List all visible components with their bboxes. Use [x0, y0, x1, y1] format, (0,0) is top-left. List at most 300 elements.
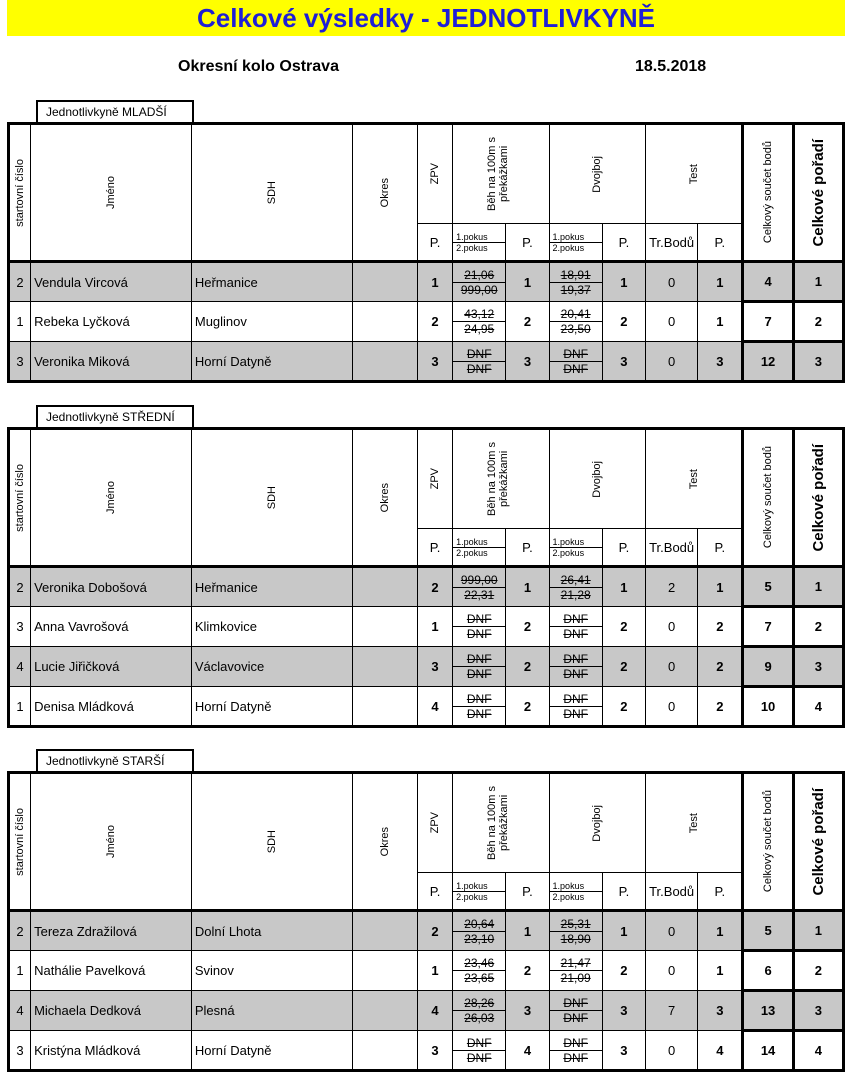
- run-points: 3: [506, 342, 549, 382]
- table-row: [9, 567, 844, 607]
- test-points: 2: [698, 647, 743, 687]
- run-points: 2: [506, 302, 549, 342]
- header-dvojboj-text: Dvojboj: [591, 804, 604, 842]
- header-trbodu: Tr.Bodů: [646, 224, 698, 262]
- header-start: [9, 773, 31, 911]
- dvojboj-times-2: 18,90: [560, 931, 591, 946]
- total-sum: 7: [743, 607, 793, 647]
- date-label: 18.5.2018: [635, 58, 707, 75]
- start-number: 1: [9, 687, 31, 727]
- dvojboj-times-1: DNF: [550, 652, 602, 667]
- title-bar: [7, 0, 845, 36]
- header-run: [453, 773, 549, 873]
- header-start-text: startovní číslo: [14, 807, 27, 876]
- header-test-p: P.: [698, 529, 743, 567]
- start-number: 4: [9, 647, 31, 687]
- header-run-text: Běh na 100m s překážkami: [485, 137, 510, 211]
- total-sum: 7: [743, 302, 793, 342]
- total-rank: 3: [793, 342, 843, 382]
- dvojboj-times-1: 26,41: [550, 573, 602, 588]
- run-times: [453, 302, 506, 342]
- okres-value: [352, 342, 417, 382]
- header-zpv-p: P.: [417, 529, 452, 567]
- total-sum: 12: [743, 342, 793, 382]
- table-row: [9, 687, 844, 727]
- run-times: [453, 567, 506, 607]
- pokus2-label: 2.pokus: [456, 891, 488, 902]
- sdh-name: Horní Datyně: [191, 1031, 352, 1071]
- header-run-text: Běh na 100m s překážkami: [485, 442, 510, 516]
- dvojboj-times: [549, 262, 602, 302]
- header-zpv-p: P.: [417, 873, 452, 911]
- total-rank: 3: [793, 647, 843, 687]
- header-sdh-text: SDH: [265, 180, 278, 205]
- pokus2-label: 2.pokus: [456, 242, 488, 253]
- test-points: 4: [698, 1031, 743, 1071]
- header-zpv-p: P.: [417, 224, 452, 262]
- header-test-p: P.: [698, 873, 743, 911]
- total-rank: 1: [793, 911, 843, 951]
- competitor-name: Nathálie Pavelková: [31, 951, 192, 991]
- header-trbodu: Tr.Bodů: [646, 873, 698, 911]
- okres-value: [352, 647, 417, 687]
- run-points: 2: [506, 687, 549, 727]
- header-dvojboj-text: Dvojboj: [591, 155, 604, 193]
- sdh-name: Dolní Lhota: [191, 911, 352, 951]
- header-okres: [352, 429, 417, 567]
- okres-value: [352, 567, 417, 607]
- dvojboj-times-2: DNF: [563, 667, 588, 681]
- total-sum: 10: [743, 687, 793, 727]
- dvojboj-times: [549, 991, 602, 1031]
- results-table: [7, 427, 845, 728]
- sdh-name: Horní Datyně: [191, 687, 352, 727]
- test-score: 7: [646, 991, 698, 1031]
- total-sum: 5: [743, 911, 793, 951]
- table-row: [9, 607, 844, 647]
- total-sum: 14: [743, 1031, 793, 1071]
- header-name-text: Jméno: [104, 175, 117, 210]
- zpv-value: 3: [417, 647, 452, 687]
- header-okres-text: Okres: [378, 482, 391, 513]
- header-name: [31, 429, 192, 567]
- run-times: [453, 1031, 506, 1071]
- header-okres: [352, 773, 417, 911]
- header-rank-text: Celkové pořadí: [809, 787, 827, 896]
- zpv-value: 2: [417, 911, 452, 951]
- run-times-2: DNF: [466, 361, 492, 376]
- test-points: 1: [698, 302, 743, 342]
- table-row: [9, 991, 844, 1031]
- test-score: 0: [646, 911, 698, 951]
- run-points: 1: [506, 567, 549, 607]
- run-times-1: 21,06: [453, 268, 505, 283]
- header-dvojboj: [549, 124, 645, 224]
- pokus1-label: 1.pokus: [550, 537, 602, 548]
- category-label: Jednotlivkyně MLADŠÍ: [36, 100, 194, 122]
- total-sum: 5: [743, 567, 793, 607]
- run-points: 3: [506, 991, 549, 1031]
- sdh-name: Muglinov: [191, 302, 352, 342]
- run-times-2: 23,10: [464, 931, 495, 946]
- sdh-name: Václavovice: [191, 647, 352, 687]
- header-sum-text: Celkový součet bodů: [762, 790, 775, 893]
- start-number: 1: [9, 951, 31, 991]
- header-zpv-text: ZPV: [429, 468, 442, 490]
- start-number: 2: [9, 567, 31, 607]
- zpv-value: 1: [417, 951, 452, 991]
- header-start: [9, 429, 31, 567]
- run-times-2: DNF: [466, 1050, 492, 1065]
- run-times-2: 24,95: [464, 322, 495, 336]
- dvojboj-times-2: DNF: [563, 627, 588, 641]
- run-times-1: DNF: [453, 612, 505, 627]
- dvojboj-points: 1: [602, 262, 645, 302]
- run-times: [453, 647, 506, 687]
- header-test: [646, 429, 743, 529]
- pokus2-label: 2.pokus: [456, 547, 488, 558]
- total-sum: 4: [743, 262, 793, 302]
- run-times-1: 999,00: [453, 573, 505, 588]
- header-zpv-text: ZPV: [429, 812, 442, 834]
- header-dv-pokus: [549, 224, 602, 262]
- header-run: [453, 124, 549, 224]
- competitor-name: Michaela Dedková: [31, 991, 192, 1031]
- header-test-text: Test: [687, 163, 700, 185]
- competitor-name: Rebeka Lyčková: [31, 302, 192, 342]
- header-sdh: [191, 124, 352, 262]
- test-points: 1: [698, 567, 743, 607]
- pokus1-label: 1.pokus: [453, 881, 505, 892]
- test-points: 3: [698, 991, 743, 1031]
- run-times-1: 20,64: [453, 917, 505, 932]
- okres-value: [352, 1031, 417, 1071]
- header-run: [453, 429, 549, 529]
- header-sum: [743, 124, 793, 262]
- competitor-name: Tereza Zdražilová: [31, 911, 192, 951]
- header-name: [31, 124, 192, 262]
- run-times: [453, 911, 506, 951]
- header-zpv-text: ZPV: [429, 163, 442, 185]
- header-name-text: Jméno: [104, 480, 117, 515]
- competitor-name: Anna Vavrošová: [31, 607, 192, 647]
- dvojboj-points: 1: [602, 911, 645, 951]
- total-rank: 3: [793, 991, 843, 1031]
- run-points: 1: [506, 911, 549, 951]
- pokus1-label: 1.pokus: [453, 537, 505, 548]
- dvojboj-points: 2: [602, 647, 645, 687]
- run-times-2: DNF: [466, 706, 492, 721]
- dvojboj-points: 2: [602, 687, 645, 727]
- start-number: 3: [9, 607, 31, 647]
- start-number: 4: [9, 991, 31, 1031]
- zpv-value: 1: [417, 607, 452, 647]
- start-number: 2: [9, 911, 31, 951]
- run-times-1: 43,12: [453, 307, 505, 322]
- start-number: 2: [9, 262, 31, 302]
- dvojboj-points: 3: [602, 1031, 645, 1071]
- test-points: 1: [698, 911, 743, 951]
- run-times: [453, 262, 506, 302]
- dvojboj-times-2: DNF: [563, 1050, 588, 1065]
- okres-value: [352, 991, 417, 1031]
- header-okres-text: Okres: [378, 826, 391, 857]
- competitor-name: Denisa Mládková: [31, 687, 192, 727]
- header-dv-pokus: [549, 529, 602, 567]
- test-score: 2: [646, 567, 698, 607]
- category-label: Jednotlivkyně STŘEDNÍ: [36, 405, 194, 427]
- header-dv-p: P.: [602, 873, 645, 911]
- header-sum: [743, 773, 793, 911]
- zpv-value: 2: [417, 302, 452, 342]
- header-rank-text: Celkové pořadí: [809, 443, 827, 552]
- run-times-2: DNF: [466, 627, 492, 641]
- run-times-1: 23,46: [453, 956, 505, 971]
- run-times-2: 23,65: [464, 971, 495, 985]
- dvojboj-times-1: DNF: [550, 347, 602, 362]
- run-times-1: DNF: [453, 652, 505, 667]
- total-rank: 2: [793, 951, 843, 991]
- okres-value: [352, 911, 417, 951]
- header-sdh-text: SDH: [265, 829, 278, 854]
- test-score: 0: [646, 342, 698, 382]
- test-score: 0: [646, 262, 698, 302]
- run-times: [453, 687, 506, 727]
- header-okres-text: Okres: [378, 177, 391, 208]
- run-times: [453, 607, 506, 647]
- header-zpv: [417, 429, 452, 529]
- test-score: 0: [646, 951, 698, 991]
- test-points: 2: [698, 687, 743, 727]
- competitor-name: Vendula Vircová: [31, 262, 192, 302]
- header-sum-text: Celkový součet bodů: [762, 446, 775, 549]
- header-sdh: [191, 773, 352, 911]
- total-sum: 13: [743, 991, 793, 1031]
- pokus2-label: 2.pokus: [552, 242, 585, 253]
- competitor-name: Lucie Jiřičková: [31, 647, 192, 687]
- header-zpv: [417, 773, 452, 873]
- dvojboj-times-1: 21,47: [550, 956, 602, 971]
- total-sum: 6: [743, 951, 793, 991]
- header-name: [31, 773, 192, 911]
- header-rank: [793, 124, 843, 262]
- dvojboj-times-1: DNF: [550, 1036, 602, 1051]
- run-points: 2: [506, 647, 549, 687]
- dvojboj-points: 3: [602, 991, 645, 1031]
- dvojboj-times: [549, 911, 602, 951]
- run-times-2: 22,31: [464, 587, 495, 602]
- run-points: 2: [506, 951, 549, 991]
- header-test-text: Test: [687, 468, 700, 490]
- header-sdh-text: SDH: [265, 485, 278, 510]
- start-number: 3: [9, 1031, 31, 1071]
- header-start-text: startovní číslo: [14, 158, 27, 227]
- dvojboj-times-2: 23,50: [560, 322, 591, 336]
- dvojboj-times-1: 18,91: [550, 268, 602, 283]
- dvojboj-points: 1: [602, 567, 645, 607]
- dvojboj-points: 2: [602, 607, 645, 647]
- dvojboj-times-2: 19,37: [560, 282, 591, 297]
- dvojboj-times: [549, 951, 602, 991]
- zpv-value: 2: [417, 567, 452, 607]
- total-rank: 1: [793, 262, 843, 302]
- category-label: Jednotlivkyně STARŠÍ: [36, 749, 194, 771]
- sdh-name: Horní Datyně: [191, 342, 352, 382]
- run-times-1: DNF: [453, 1036, 505, 1051]
- dvojboj-times: [549, 647, 602, 687]
- run-times: [453, 951, 506, 991]
- header-dv-p: P.: [602, 529, 645, 567]
- header-sum: [743, 429, 793, 567]
- dvojboj-points: 2: [602, 302, 645, 342]
- dvojboj-times-1: 20,41: [550, 307, 602, 322]
- header-start-text: startovní číslo: [14, 463, 27, 532]
- pokus1-label: 1.pokus: [453, 232, 505, 243]
- okres-value: [352, 302, 417, 342]
- run-times: [453, 342, 506, 382]
- run-times: [453, 991, 506, 1031]
- header-test-p: P.: [698, 224, 743, 262]
- results-table: [7, 771, 845, 1072]
- run-times-1: DNF: [453, 347, 505, 362]
- sdh-name: Heřmanice: [191, 262, 352, 302]
- test-score: 0: [646, 687, 698, 727]
- dvojboj-times: [549, 302, 602, 342]
- header-name-text: Jméno: [104, 824, 117, 859]
- test-score: 0: [646, 1031, 698, 1071]
- total-rank: 4: [793, 687, 843, 727]
- run-times-1: DNF: [453, 692, 505, 707]
- pokus1-label: 1.pokus: [550, 232, 602, 243]
- dvojboj-points: 2: [602, 951, 645, 991]
- table-row: [9, 951, 844, 991]
- start-number: 3: [9, 342, 31, 382]
- total-rank: 2: [793, 302, 843, 342]
- test-points: 3: [698, 342, 743, 382]
- dvojboj-times-1: 25,31: [550, 917, 602, 932]
- header-trbodu: Tr.Bodů: [646, 529, 698, 567]
- header-run-text: Běh na 100m s překážkami: [485, 786, 510, 860]
- dvojboj-times-2: 21,09: [560, 971, 591, 985]
- zpv-value: 1: [417, 262, 452, 302]
- dvojboj-times: [549, 342, 602, 382]
- header-dvojboj: [549, 429, 645, 529]
- header-run-p: P.: [506, 873, 549, 911]
- total-sum: 9: [743, 647, 793, 687]
- table-row: [9, 911, 844, 951]
- page-title: Celkové výsledky - JEDNOTLIVKYNĚ: [196, 2, 656, 33]
- total-rank: 4: [793, 1031, 843, 1071]
- dvojboj-points: 3: [602, 342, 645, 382]
- header-dvojboj-text: Dvojboj: [591, 460, 604, 498]
- dvojboj-times-2: DNF: [563, 706, 588, 721]
- header-run-pokus: [453, 873, 506, 911]
- dvojboj-times: [549, 1031, 602, 1071]
- run-times-2: 999,00: [460, 282, 498, 297]
- competitor-name: Veronika Dobošová: [31, 567, 192, 607]
- sdh-name: Plesná: [191, 991, 352, 1031]
- pokus2-label: 2.pokus: [552, 547, 585, 558]
- sdh-name: Klimkovice: [191, 607, 352, 647]
- run-times-2: DNF: [466, 667, 492, 681]
- zpv-value: 3: [417, 342, 452, 382]
- dvojboj-times-2: DNF: [563, 1011, 588, 1025]
- test-points: 1: [698, 951, 743, 991]
- header-rank-text: Celkové pořadí: [809, 138, 827, 247]
- dvojboj-times-2: DNF: [563, 361, 588, 376]
- dvojboj-times-1: DNF: [550, 692, 602, 707]
- okres-value: [352, 951, 417, 991]
- header-dvojboj: [549, 773, 645, 873]
- header-run-p: P.: [506, 224, 549, 262]
- sdh-name: Svinov: [191, 951, 352, 991]
- dvojboj-times: [549, 687, 602, 727]
- header-run-pokus: [453, 224, 506, 262]
- results-table: [7, 122, 845, 383]
- header-zpv: [417, 124, 452, 224]
- competitor-name: Veronika Miková: [31, 342, 192, 382]
- header-test: [646, 124, 743, 224]
- zpv-value: 4: [417, 991, 452, 1031]
- run-points: 1: [506, 262, 549, 302]
- header-dv-pokus: [549, 873, 602, 911]
- header-test-text: Test: [687, 812, 700, 834]
- table-row: [9, 262, 844, 302]
- header-sdh: [191, 429, 352, 567]
- header-rank: [793, 773, 843, 911]
- okres-value: [352, 607, 417, 647]
- header-rank: [793, 429, 843, 567]
- test-score: 0: [646, 647, 698, 687]
- header-dv-p: P.: [602, 224, 645, 262]
- round-label: Okresní kolo Ostrava: [178, 58, 339, 75]
- test-points: 1: [698, 262, 743, 302]
- test-score: 0: [646, 607, 698, 647]
- header-run-p: P.: [506, 529, 549, 567]
- okres-value: [352, 262, 417, 302]
- pokus1-label: 1.pokus: [550, 881, 602, 892]
- header-okres: [352, 124, 417, 262]
- zpv-value: 3: [417, 1031, 452, 1071]
- run-times-1: 28,26: [453, 996, 505, 1011]
- test-score: 0: [646, 302, 698, 342]
- table-row: [9, 647, 844, 687]
- dvojboj-times: [549, 607, 602, 647]
- header-test: [646, 773, 743, 873]
- header-sum-text: Celkový součet bodů: [762, 141, 775, 244]
- header-start: [9, 124, 31, 262]
- header-run-pokus: [453, 529, 506, 567]
- dvojboj-times-2: 21,28: [560, 587, 591, 602]
- total-rank: 1: [793, 567, 843, 607]
- table-row: [9, 302, 844, 342]
- start-number: 1: [9, 302, 31, 342]
- okres-value: [352, 687, 417, 727]
- dvojboj-times-1: DNF: [550, 612, 602, 627]
- pokus2-label: 2.pokus: [552, 891, 585, 902]
- run-points: 4: [506, 1031, 549, 1071]
- test-points: 2: [698, 607, 743, 647]
- total-rank: 2: [793, 607, 843, 647]
- dvojboj-times-1: DNF: [550, 996, 602, 1011]
- table-row: [9, 1031, 844, 1071]
- table-row: [9, 342, 844, 382]
- sdh-name: Heřmanice: [191, 567, 352, 607]
- run-times-2: 26,03: [464, 1011, 495, 1025]
- run-points: 2: [506, 607, 549, 647]
- competitor-name: Kristýna Mládková: [31, 1031, 192, 1071]
- dvojboj-times: [549, 567, 602, 607]
